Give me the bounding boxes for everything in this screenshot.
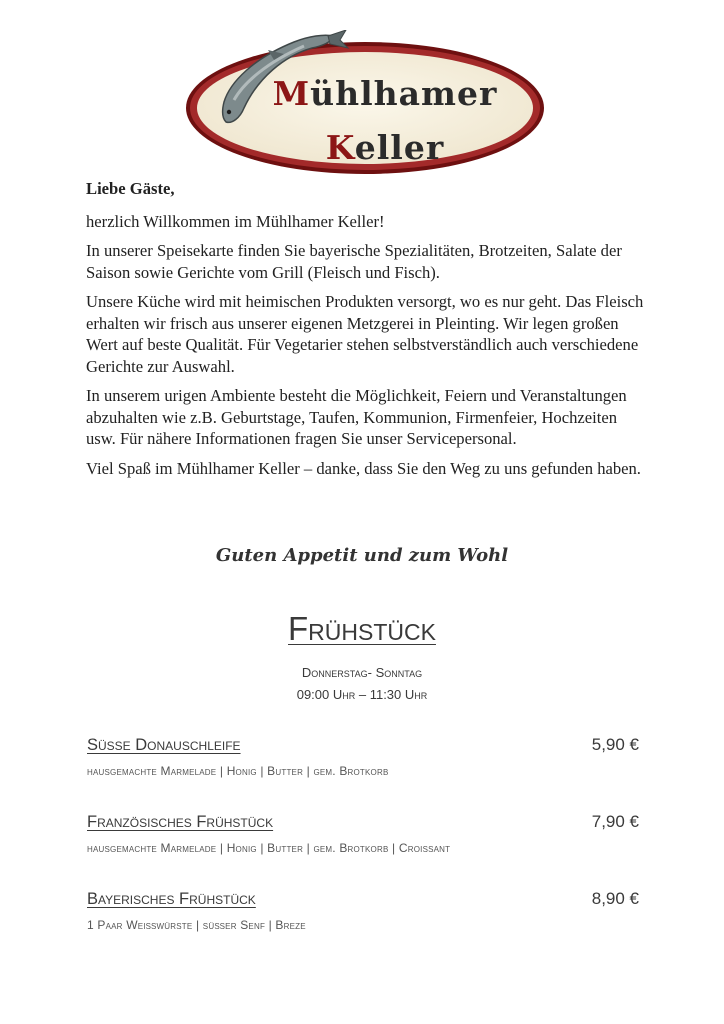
section-title: Frühstück xyxy=(288,610,436,647)
intro-paragraph-1: In unserer Speisekarte finden Sie bayerische Spezialitäten, Brotzeiten, Salate der Saison sowie Gerichte vom Grill (Fleisch und Fisch). xyxy=(86,241,622,282)
intro-text xyxy=(86,178,646,487)
logo-title-line1: Mühlhamer xyxy=(272,74,498,113)
menu-item-name: Bayerisches Frühstück xyxy=(87,890,256,908)
intro-paragraph-2: Unsere Küche wird mit heimischen Produkten versorgt, wo es nur geht. Das Fleisch erhalten wir frisch aus unserer eigenen Metzgerei in Pleinting. Wir legen großen Wert auf beste Qualität. Für Vegetarier stehen selbstverständlich auch verschiedene Gerichte zur Auswahl. xyxy=(86,292,644,376)
intro-paragraph-3: In unserem urigen Ambiente besteht die Möglichkeit, Feiern und Veranstaltungen abzuhalten wie z.B. Geburtstage, Taufen, Kommunion, Firmenfeier, Hochzeiten usw. Für nähere Informationen fragen Sie unser Servicepersonal. xyxy=(86,386,627,448)
menu-item-description: 1 Paar Weißwürste | süßer Senf | Breze xyxy=(87,918,306,932)
welcome-line: herzlich Willkommen im Mühlhamer Keller! xyxy=(86,211,385,231)
restaurant-logo xyxy=(178,30,548,178)
menu-item-name: Französisches Frühstück xyxy=(87,813,274,831)
menu-item-price: 5,90 € xyxy=(591,735,639,754)
greeting: Liebe Gäste, xyxy=(86,179,175,198)
menu-item-price: 8,90 € xyxy=(591,889,639,908)
menu-item-name: Süße Donauschleife xyxy=(87,736,241,754)
section-days: Donnerstag- Sonntag xyxy=(301,665,423,680)
section-hours: 09:00 Uhr – 11:30 Uhr xyxy=(296,687,428,702)
logo-title-line2: Keller xyxy=(325,128,445,167)
menu-item-description: hausgemachte Marmelade | Honig | Butter | gem. Brotkorb | Croissant xyxy=(87,841,451,855)
menu-item-price: 7,90 € xyxy=(591,812,639,831)
intro-paragraph-4: Viel Spaß im Mühlhamer Keller – danke, dass Sie den Weg zu uns gefunden haben. xyxy=(86,458,641,478)
menu-item-description: hausgemachte Marmelade | Honig | Butter | gem. Brotkorb xyxy=(87,764,389,778)
appetit-slogan: Guten Appetit und zum Wohl xyxy=(215,545,509,566)
